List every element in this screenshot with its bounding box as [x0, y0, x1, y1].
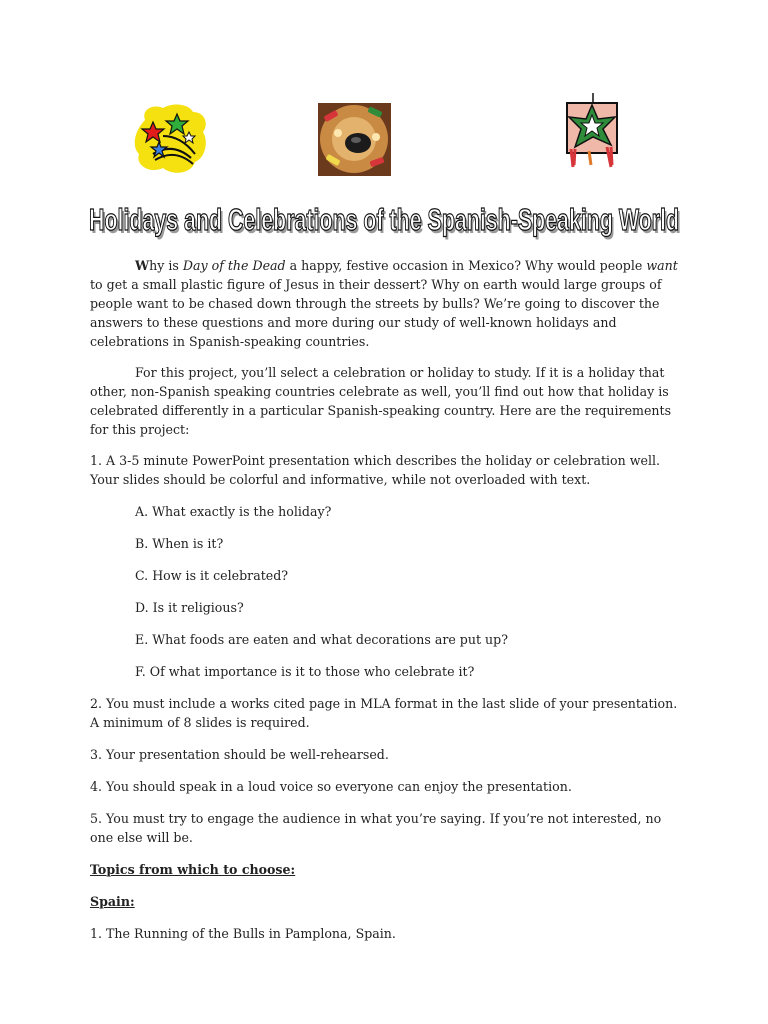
question-f: F. Of what importance is it to those who celebrate it?: [135, 664, 475, 679]
title-shadow-text: Holidays and Celebrations of the Spanish-Speaking World: [91, 205, 681, 240]
requirement-1: 1. A 3-5 minute PowerPoint presentation which describes the holiday or celebration well. Your slides should be colorful and informative, while not overloaded with text.: [90, 453, 661, 487]
requirement-5: 5. You must try to engage the audience in what you’re saying. If you’re not interested, no one else will be.: [90, 811, 662, 845]
intro-text-3: to get a small plastic figure of Jesus in their dessert? Why on earth would large groups of people want to be chased down through the streets by bulls? We’re going to discover the answers to these questions and more during our study of well-known holidays and celebrations in Spanish-speaking countries.: [90, 277, 662, 349]
question-b: B. When is it?: [135, 536, 224, 551]
stars-clipart-icon: [133, 102, 207, 174]
intro-paragraph: [90, 256, 680, 351]
question-a: A. What exactly is the holiday?: [135, 504, 332, 519]
intro-text-1: hy is: [149, 258, 183, 273]
project-paragraph: For this project, you’ll select a celebration or holiday to study. If it is a holiday that other, non-Spanish speaking countries celebrate as well, you’ll find out how that holiday is celebrated differently in a particular Spanish-speaking country. Here are the requirements for this project:: [90, 365, 672, 437]
requirement-4: 4. You should speak in a loud voice so everyone can enjoy the presentation.: [90, 779, 572, 794]
festive-bread-photo: [318, 103, 391, 176]
document-title: [86, 188, 682, 240]
title-text: Holidays and Celebrations of the Spanish-Speaking World: [89, 202, 679, 237]
intro-emphasis-1: Day of the Dead: [182, 258, 286, 273]
requirement-2: 2. You must include a works cited page in MLA format in the last slide of your presentation. A minimum of 8 slides is required.: [90, 696, 678, 730]
spain-topic-1: 1. The Running of the Bulls in Pamplona, Spain.: [90, 926, 396, 941]
pinata-clipart-icon: [563, 93, 621, 173]
topics-heading: Topics from which to choose:: [90, 862, 296, 877]
intro-first-letter: W: [135, 258, 150, 273]
document-body: [90, 256, 680, 943]
spain-heading: Spain:: [90, 894, 135, 909]
question-c: C. How is it celebrated?: [135, 568, 289, 583]
requirement-3: 3. Your presentation should be well-rehearsed.: [90, 747, 389, 762]
question-e: E. What foods are eaten and what decorations are put up?: [135, 632, 508, 647]
intro-emphasis-2: want: [646, 258, 678, 273]
question-d: D. Is it religious?: [135, 600, 244, 615]
intro-text-2: a happy, festive occasion in Mexico? Why would people: [285, 258, 647, 273]
